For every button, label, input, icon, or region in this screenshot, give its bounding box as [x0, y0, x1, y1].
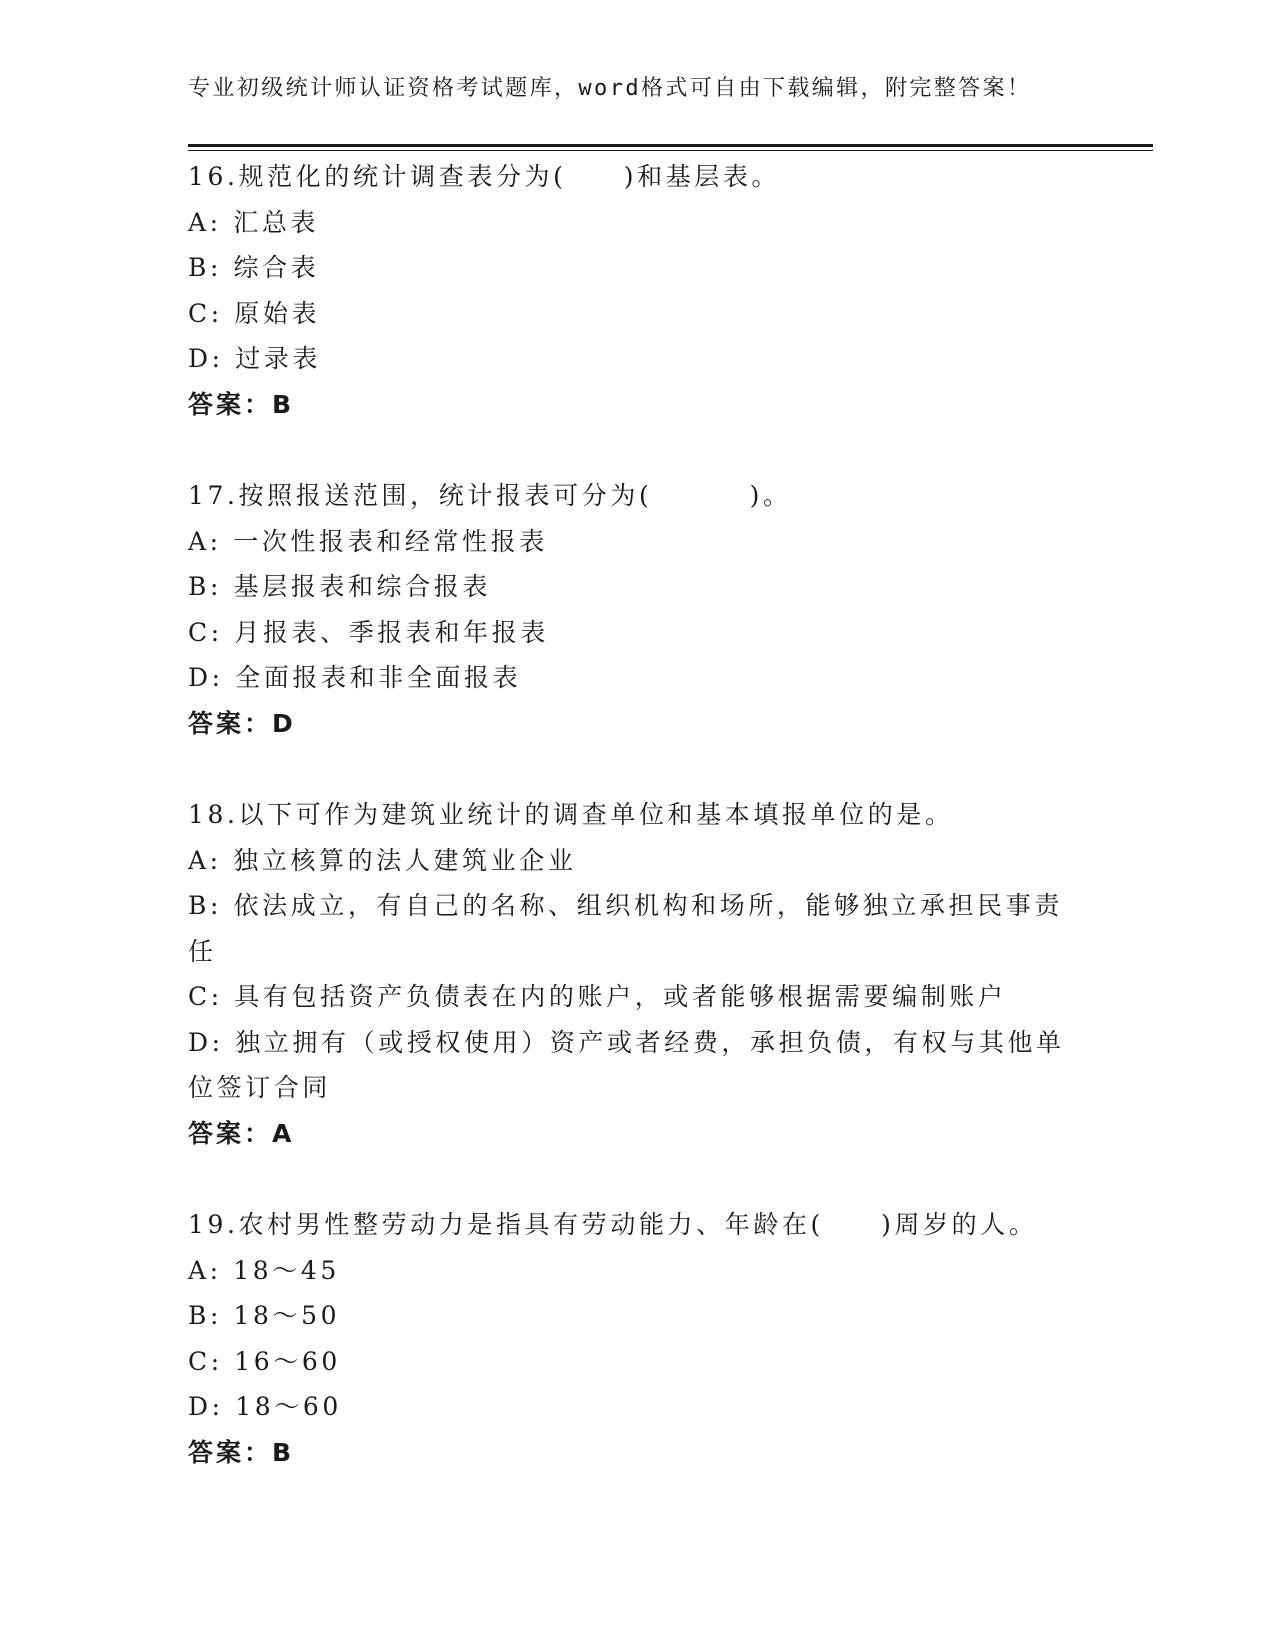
question-stem: 16.规范化的统计调查表分为( )和基层表。	[188, 162, 781, 191]
option-d: D: 18～60	[188, 1392, 342, 1421]
option-a: A: 独立核算的法人建筑业企业	[188, 845, 577, 875]
answer: 答案：B	[188, 1437, 295, 1467]
option-b: B: 18～50	[188, 1301, 341, 1330]
answer: 答案：D	[188, 708, 296, 738]
question-stem: 19.农村男性整劳动力是指具有劳动能力、年龄在( )周岁的人。	[188, 1210, 1038, 1239]
question-16	[188, 154, 1108, 427]
question-19	[188, 1202, 1108, 1475]
answer: 答案：B	[188, 389, 295, 419]
option-d: D: 全面报表和非全面报表	[188, 663, 522, 692]
option-b: B: 基层报表和综合报表	[188, 572, 491, 601]
option-c: C: 月报表、季报表和年报表	[188, 617, 549, 647]
option-a: A: 汇总表	[188, 207, 320, 237]
option-b: B: 综合表	[188, 253, 320, 282]
header-rule-thin	[188, 150, 1153, 151]
option-c: C: 16～60	[188, 1346, 341, 1376]
question-17	[188, 473, 1108, 746]
option-b: B: 依法成立，有自己的名称、组织机构和场所，能够独立承担民事责任	[188, 891, 1063, 966]
header-rule-thick	[188, 144, 1153, 147]
option-c: C: 具有包括资产负债表在内的账户，或者能够根据需要编制账户	[188, 982, 1007, 1011]
question-18	[188, 792, 1108, 1156]
question-stem: 18.以下可作为建筑业统计的调查单位和基本填报单位的是。	[188, 800, 954, 829]
option-c: C: 原始表	[188, 298, 321, 328]
option-a: A: 18～45	[188, 1255, 340, 1285]
answer: 答案：A	[188, 1118, 295, 1148]
page-header: 专业初级统计师认证资格考试题库，word格式可自由下载编辑，附完整答案！	[188, 76, 1032, 101]
question-stem: 17.按照报送范围，统计报表可分为( )。	[188, 481, 792, 510]
question-list	[188, 154, 1108, 1475]
option-d: D: 过录表	[188, 344, 322, 373]
option-a: A: 一次性报表和经常性报表	[188, 526, 548, 556]
option-d: D: 独立拥有（或授权使用）资产或者经费，承担负债，有权与其他单位签订合同	[188, 1027, 1065, 1102]
